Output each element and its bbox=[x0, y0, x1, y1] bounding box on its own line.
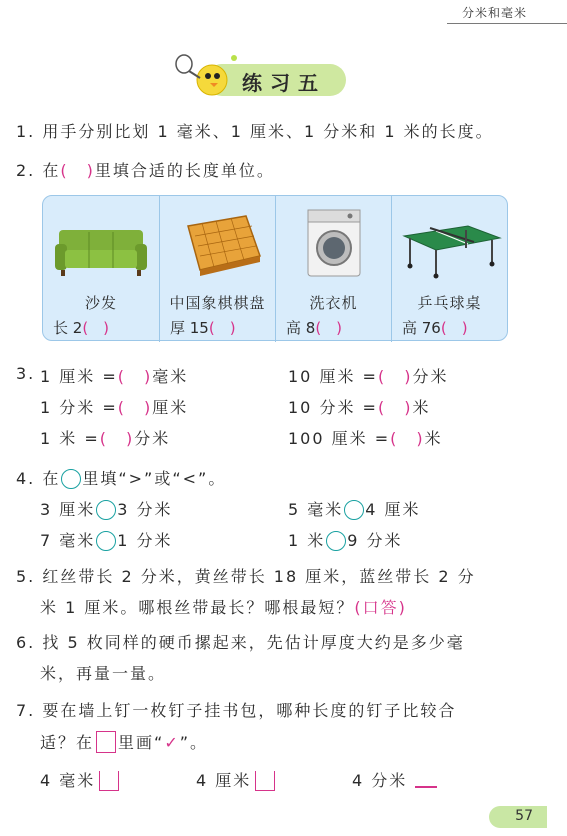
question-5-line-2: 米 1 厘米。哪根丝带最长？哪根最短？(口答) bbox=[40, 598, 407, 617]
unit-blank: ( ) bbox=[440, 319, 468, 337]
compare-circle-icon bbox=[61, 469, 81, 489]
measure-line bbox=[170, 317, 236, 338]
section-title: 分米和毫米 bbox=[461, 6, 527, 20]
table-cell-ping-pong-table bbox=[391, 196, 507, 342]
q2-text-a: 2. 在 bbox=[16, 161, 61, 180]
compare-circle-icon[interactable] bbox=[96, 500, 116, 520]
measure-value: 厚 15 bbox=[170, 319, 209, 337]
checkmark-icon: ✓ bbox=[164, 733, 180, 752]
q3-left-2: 1 分米 =( )厘米 bbox=[40, 398, 189, 417]
question-6-line-2: 米，再量一量。 bbox=[40, 664, 167, 683]
q4-pair-3: 7 毫米 1 分米 bbox=[40, 531, 173, 550]
unit-blank: ( ) bbox=[315, 319, 343, 337]
object-name: 中国象棋棋盘 bbox=[169, 294, 266, 312]
exercise-title-text: 练习五 bbox=[242, 71, 326, 95]
running-header bbox=[447, 0, 567, 24]
oral-answer-label: (口答) bbox=[354, 598, 407, 617]
question-6-line-1: 6. 找 5 枚同样的硬币摞起来，先估计厚度大约是多少毫 bbox=[16, 633, 465, 652]
objects-table bbox=[42, 195, 508, 341]
object-name: 洗衣机 bbox=[309, 294, 358, 312]
q2-paren: ( ) bbox=[60, 161, 95, 180]
table-cell-washing-machine bbox=[275, 196, 391, 342]
washing-machine-icon bbox=[284, 204, 384, 284]
compare-circle-icon[interactable] bbox=[344, 500, 364, 520]
q4-pair-2: 5 毫米 4 厘米 bbox=[288, 500, 421, 519]
q3-left-3: 1 米 =( )分米 bbox=[40, 429, 171, 448]
answer-box-icon[interactable] bbox=[99, 771, 119, 791]
measure-line bbox=[402, 317, 468, 338]
table-cell-chessboard bbox=[159, 196, 275, 342]
question-1: 1. 用手分别比划 1 毫米、1 厘米、1 分米和 1 米的长度。 bbox=[16, 122, 494, 141]
unit-blank: ( ) bbox=[82, 319, 110, 337]
question-7-line-1: 7. 要在墙上钉一枚钉子挂书包，哪种长度的钉子比较合 bbox=[16, 701, 457, 720]
ping-pong-table-icon bbox=[400, 204, 504, 284]
exercise-title bbox=[170, 52, 350, 102]
page-number-tab bbox=[489, 806, 547, 828]
table-cell-sofa bbox=[43, 196, 159, 342]
question-7-line-2: 适？在 里画“✓”。 bbox=[40, 733, 209, 752]
question-2 bbox=[16, 160, 275, 182]
q3-left-1: 1 厘米 =( )毫米 bbox=[40, 367, 189, 386]
q3-right-1: 10 厘米 =( )分米 bbox=[288, 367, 449, 386]
measure-value: 高 8 bbox=[286, 319, 316, 337]
answer-blank[interactable] bbox=[415, 786, 437, 788]
compare-circle-icon[interactable] bbox=[96, 531, 116, 551]
q7-option-3: 4 分米 bbox=[352, 768, 437, 791]
answer-box-icon bbox=[96, 731, 116, 753]
object-name: 乒乓球桌 bbox=[417, 294, 482, 312]
measure-line bbox=[53, 317, 109, 338]
compare-circle-icon[interactable] bbox=[326, 531, 346, 551]
q7-option-1: 4 毫米 bbox=[40, 768, 119, 791]
chick-mascot-icon bbox=[170, 52, 240, 102]
object-name: 沙发 bbox=[84, 294, 117, 312]
question-3-number: 3. bbox=[16, 364, 36, 383]
q3-right-2: 10 分米 =( )米 bbox=[288, 398, 431, 417]
answer-box-icon[interactable] bbox=[255, 771, 275, 791]
measure-line bbox=[286, 317, 342, 338]
q2-text-b: 里填合适的长度单位。 bbox=[94, 161, 275, 180]
sofa-icon bbox=[51, 204, 151, 284]
question-5-line-1: 5. 红丝带长 2 分米，黄丝带长 18 厘米，蓝丝带长 2 分 bbox=[16, 567, 476, 586]
measure-value: 高 76 bbox=[402, 319, 441, 337]
q3-right-3: 100 厘米 =( )米 bbox=[288, 429, 443, 448]
q4-pair-1: 3 厘米 3 分米 bbox=[40, 500, 173, 519]
q7-option-2: 4 厘米 bbox=[196, 768, 275, 791]
chessboard-icon bbox=[168, 204, 268, 284]
measure-value: 长 2 bbox=[53, 319, 83, 337]
unit-blank: ( ) bbox=[208, 319, 236, 337]
q4-pair-4: 1 米 9 分米 bbox=[288, 531, 403, 550]
question-4: 4. 在 里填“>”或“<”。 bbox=[16, 469, 227, 488]
page-number: 57 bbox=[515, 808, 533, 824]
